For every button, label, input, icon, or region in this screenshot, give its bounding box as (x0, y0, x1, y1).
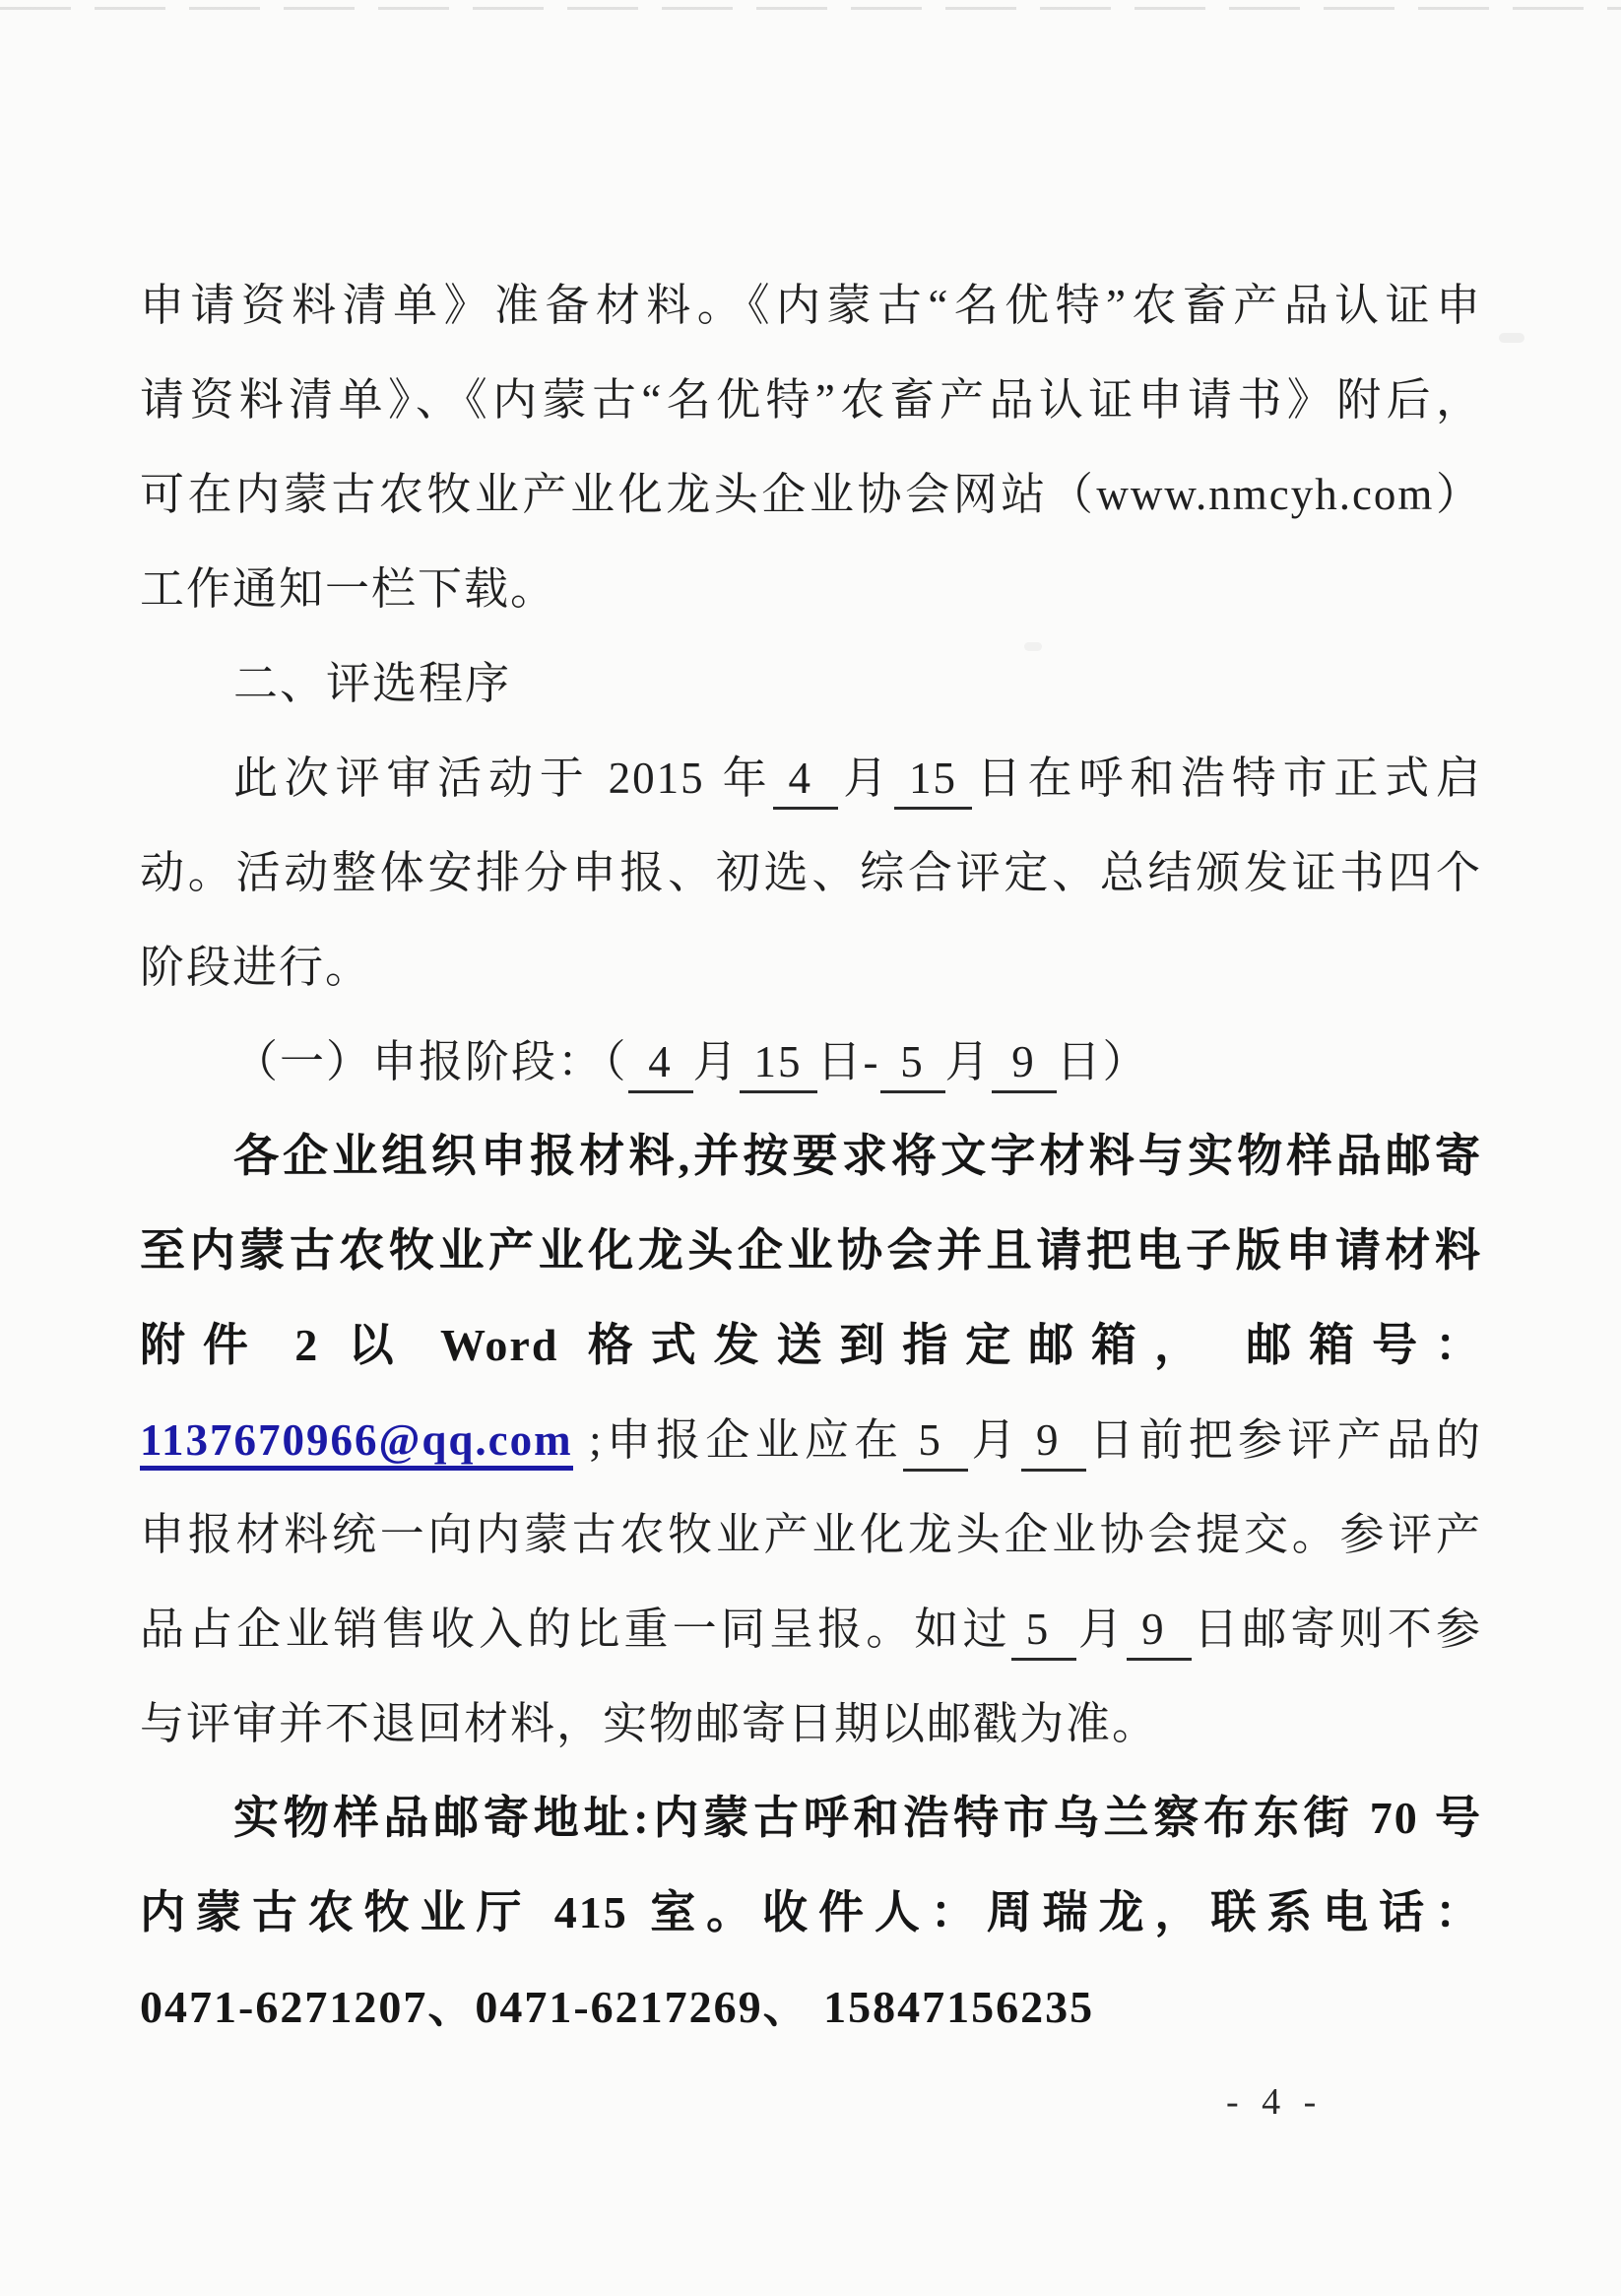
underlined-blank-month: 5 (903, 1411, 968, 1472)
paragraph-line (140, 1676, 1482, 1771)
paragraph-line (140, 1582, 1482, 1676)
text-run: 日前把参评产品的 (1085, 1415, 1482, 1465)
paragraph-line-bold (140, 1298, 1482, 1393)
underlined-blank-month: 5 (1011, 1601, 1076, 1661)
paragraph-line (140, 825, 1482, 920)
paragraph-line (140, 447, 1482, 542)
paragraph-line (140, 920, 1482, 1015)
page-number: - 4 - (1226, 2081, 1324, 2123)
text-run: （一）申报阶段：（ (233, 1037, 628, 1086)
paragraph-line-bold (140, 1771, 1482, 1866)
paragraph-line (140, 731, 1482, 825)
email-link[interactable]: 1137670966@qq.com (140, 1415, 573, 1471)
text-run: 日在呼和浩特市正式启 (972, 754, 1482, 803)
scan-artifact-line (0, 7, 1621, 10)
text-run: 申报材料统一向内蒙古农牧业产业化龙头企业协会提交。参评产 (140, 1510, 1482, 1559)
paragraph-line (140, 353, 1482, 447)
text-run: ;申报企业应在 (572, 1415, 904, 1465)
text-run: 日- (816, 1037, 880, 1086)
paragraph-line-bold (140, 1866, 1482, 1960)
text-run: 至内蒙古农牧业产业化龙头企业协会并且请把电子版申请材料 (140, 1225, 1482, 1276)
text-run: 请资料清单》、《内蒙古“名优特”农畜产品认证申请书》附后， (140, 375, 1482, 425)
text-run: 0471-6271207、0471-6217269、 15847156235 (140, 1982, 1095, 2032)
text-run: 可在内蒙古农牧业产业化龙头企业协会网站（www.nmcyh.com） (140, 470, 1482, 519)
text-run: 工作通知一栏下载。 (140, 564, 557, 614)
phone-numbers-line (140, 1960, 1482, 2055)
text-run: 月 (944, 1037, 992, 1086)
text-run: 品占企业销售收入的比重一同呈报。如过 (140, 1605, 1011, 1654)
text-run: 各企业组织申报材料,并按要求将文字材料与实物样品邮寄 (233, 1131, 1482, 1181)
paragraph-line-bold (140, 1204, 1482, 1298)
section-heading (140, 636, 1482, 731)
scan-smudge (1499, 333, 1524, 343)
underlined-blank-day: 9 (1021, 1411, 1086, 1472)
text-run: 此次评审活动于 2015 年 (233, 754, 774, 803)
underlined-blank-day: 9 (1127, 1601, 1192, 1661)
underlined-blank-day: 15 (740, 1033, 817, 1093)
text-run: 月 (968, 1415, 1021, 1465)
underlined-blank-month: 4 (773, 750, 838, 810)
text-run: 日邮寄则不参 (1192, 1605, 1482, 1654)
text-run: 申请资料清单》准备材料。《内蒙古“名优特”农畜产品认证申 (140, 281, 1482, 330)
paragraph-line-bold (140, 1109, 1482, 1204)
paragraph-line (140, 258, 1482, 353)
paragraph-line (140, 1393, 1482, 1487)
paragraph-line (140, 1487, 1482, 1582)
underlined-blank-day: 15 (894, 750, 972, 810)
text-run: 二、评选程序 (233, 659, 512, 708)
underlined-blank-day: 9 (992, 1033, 1057, 1093)
text-run: 附件 2 以 Word 格式发送到指定邮箱， 邮箱号： (140, 1320, 1482, 1370)
document-body (140, 258, 1482, 2055)
text-run: 阶段进行。 (140, 943, 372, 992)
subsection-heading (140, 1015, 1482, 1109)
text-run: 实物样品邮寄地址:内蒙古呼和浩特市乌兰察布东街 70 号 (233, 1793, 1482, 1843)
text-run: 与评审并不退回材料，实物邮寄日期以邮戳为准。 (140, 1699, 1159, 1748)
text-run: 动。活动整体安排分申报、初选、综合评定、总结颁发证书四个 (140, 848, 1482, 897)
paragraph-line (140, 542, 1482, 636)
text-run: 月 (1075, 1605, 1128, 1654)
underlined-blank-month: 4 (628, 1033, 693, 1093)
text-run: 月 (838, 754, 895, 803)
text-run: 月 (692, 1037, 740, 1086)
text-run: 内蒙古农牧业厅 415 室。收件人：周瑞龙，联系电话： (140, 1887, 1482, 1937)
underlined-blank-month: 5 (880, 1033, 945, 1093)
text-run: 日） (1056, 1037, 1149, 1086)
